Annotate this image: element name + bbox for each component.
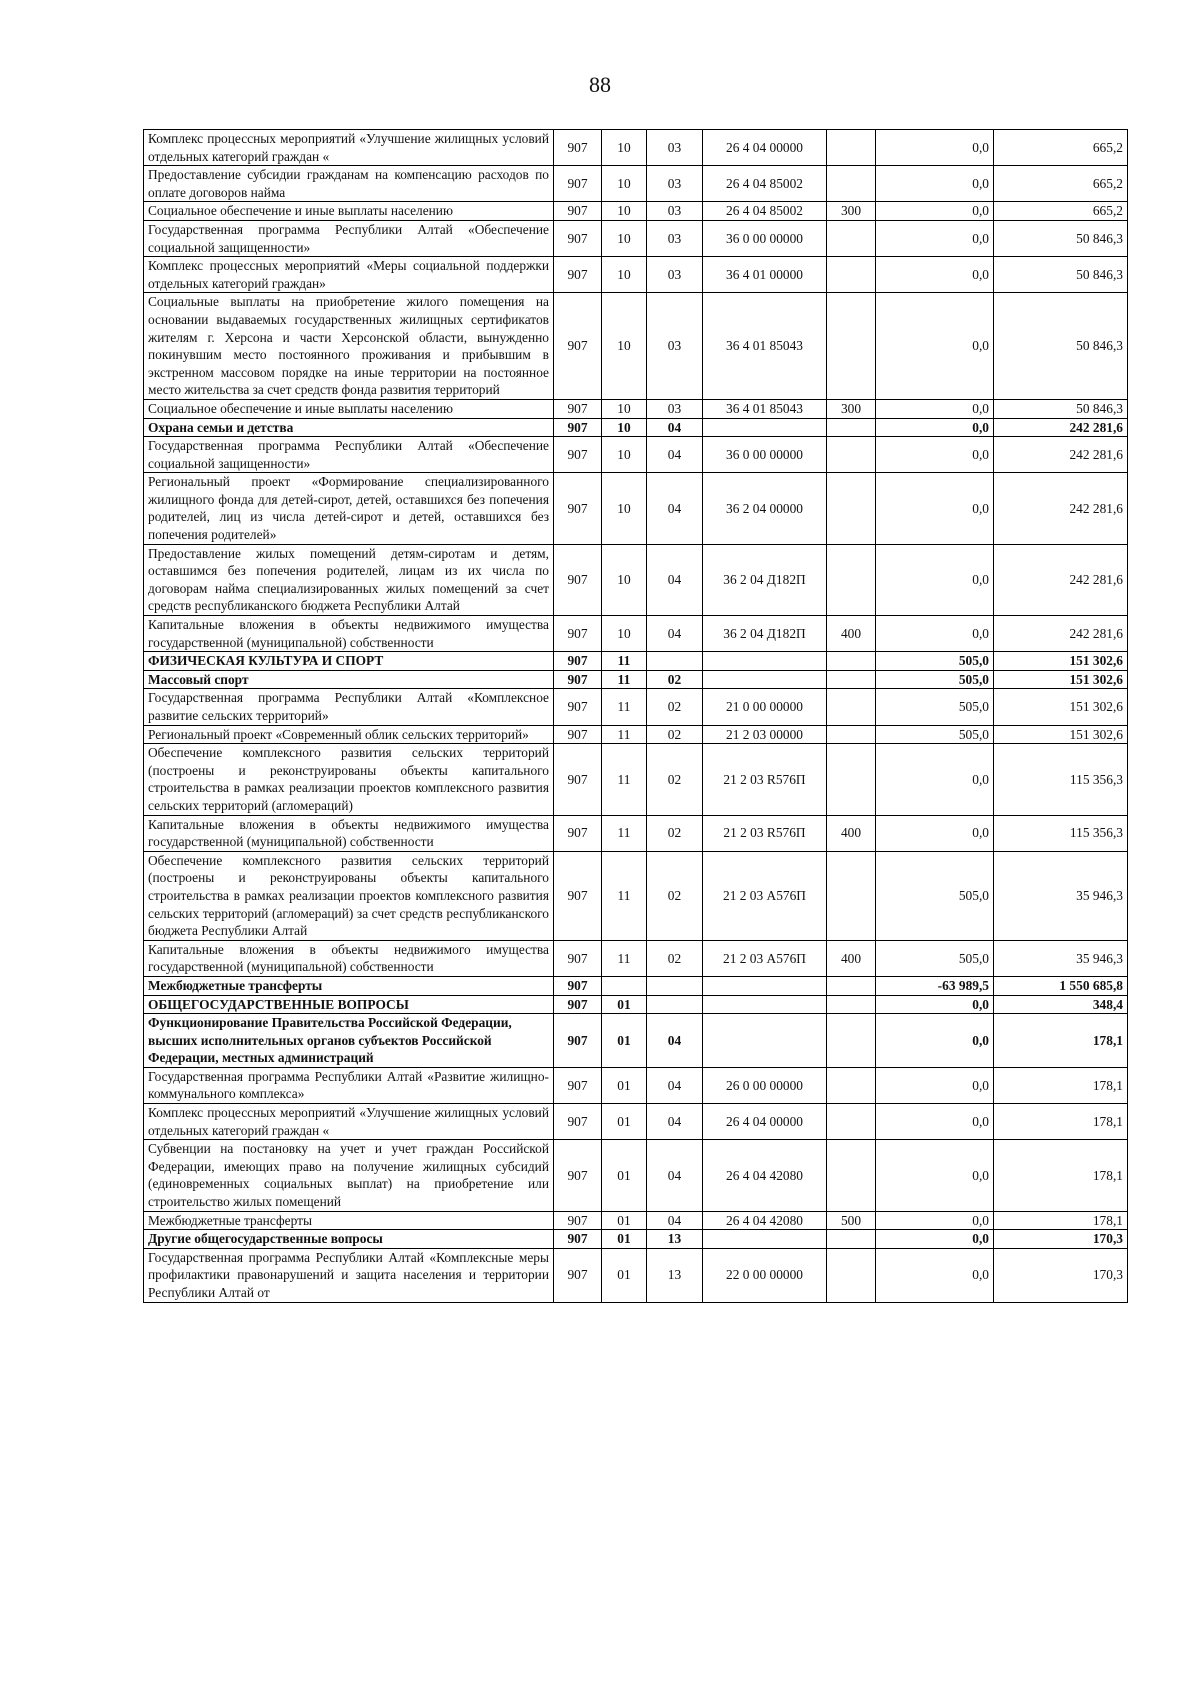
row-sum-total-cell: 665,2 xyxy=(994,130,1128,166)
row-sum-change-cell: 0,0 xyxy=(876,399,994,418)
row-name-cell: Предоставление жилых помещений детям-сиротам и детям, оставшимся без попечения родителей, лицам из их числа по договорам найма специализированных жилых помещений за счет средств республиканского бюджета Республики Алтай xyxy=(144,544,554,615)
row-sum-total-cell: 242 281,6 xyxy=(994,473,1128,544)
row-sum-total-cell: 665,2 xyxy=(994,202,1128,221)
row-expense-type-cell xyxy=(827,257,876,293)
row-name-cell: Социальное обеспечение и иные выплаты населению xyxy=(144,399,554,418)
row-subsection-cell: 03 xyxy=(647,166,703,202)
row-name-cell: Комплекс процессных мероприятий «Меры социальной поддержки отдельных категорий граждан» xyxy=(144,257,554,293)
row-sum-change-cell: 0,0 xyxy=(876,418,994,437)
row-target-article-cell: 26 4 04 85002 xyxy=(703,202,827,221)
row-name-cell: Предоставление субсидии гражданам на компенсацию расходов по оплате договоров найма xyxy=(144,166,554,202)
row-section-cell: 11 xyxy=(602,851,647,940)
row-subsection-cell xyxy=(647,652,703,671)
table-row xyxy=(144,851,1128,940)
row-sum-total-cell: 50 846,3 xyxy=(994,399,1128,418)
row-name-cell: Обеспечение комплексного развития сельских территорий (построены и реконструированы объекты капитального строительства в рамках реализации проектов комплексного развития сельских территорий (агломераций) за счет средств республиканского бюджета Республики Алтай xyxy=(144,851,554,940)
row-sum-change-cell: 505,0 xyxy=(876,652,994,671)
row-sum-change-cell: 0,0 xyxy=(876,473,994,544)
row-sum-change-cell: 0,0 xyxy=(876,1104,994,1140)
row-name-cell: ОБЩЕГОСУДАРСТВЕННЫЕ ВОПРОСЫ xyxy=(144,995,554,1014)
row-sum-total-cell: 242 281,6 xyxy=(994,437,1128,473)
row-sum-change-cell: 0,0 xyxy=(876,202,994,221)
row-sum-total-cell: 50 846,3 xyxy=(994,220,1128,256)
row-name-cell: Региональный проект «Современный облик сельских территорий» xyxy=(144,725,554,744)
row-section-cell: 11 xyxy=(602,815,647,851)
row-section-cell: 01 xyxy=(602,1104,647,1140)
row-name-cell: Межбюджетные трансферты xyxy=(144,976,554,995)
row-grbs-cell: 907 xyxy=(554,940,602,976)
row-subsection-cell: 03 xyxy=(647,130,703,166)
table-row xyxy=(144,257,1128,293)
row-subsection-cell: 02 xyxy=(647,851,703,940)
row-target-article-cell: 36 4 01 00000 xyxy=(703,257,827,293)
row-section-cell: 11 xyxy=(602,725,647,744)
row-sum-change-cell: 0,0 xyxy=(876,257,994,293)
row-subsection-cell: 04 xyxy=(647,544,703,615)
row-subsection-cell: 04 xyxy=(647,1211,703,1230)
row-expense-type-cell xyxy=(827,744,876,815)
row-section-cell: 01 xyxy=(602,1014,647,1068)
row-sum-change-cell: -63 989,5 xyxy=(876,976,994,995)
row-expense-type-cell xyxy=(827,652,876,671)
row-sum-change-cell: 505,0 xyxy=(876,670,994,689)
table-row xyxy=(144,1104,1128,1140)
row-name-cell: Межбюджетные трансферты xyxy=(144,1211,554,1230)
row-subsection-cell: 02 xyxy=(647,670,703,689)
row-section-cell: 01 xyxy=(602,1140,647,1211)
row-section-cell: 10 xyxy=(602,616,647,652)
row-target-article-cell: 26 0 00 00000 xyxy=(703,1067,827,1103)
row-grbs-cell: 907 xyxy=(554,130,602,166)
row-sum-total-cell: 50 846,3 xyxy=(994,257,1128,293)
row-sum-change-cell: 0,0 xyxy=(876,744,994,815)
row-grbs-cell: 907 xyxy=(554,220,602,256)
row-section-cell: 01 xyxy=(602,995,647,1014)
row-grbs-cell: 907 xyxy=(554,815,602,851)
row-sum-change-cell: 0,0 xyxy=(876,544,994,615)
row-expense-type-cell xyxy=(827,725,876,744)
row-grbs-cell: 907 xyxy=(554,725,602,744)
table-row xyxy=(144,399,1128,418)
row-grbs-cell: 907 xyxy=(554,1014,602,1068)
row-sum-change-cell: 505,0 xyxy=(876,940,994,976)
row-grbs-cell: 907 xyxy=(554,1211,602,1230)
row-section-cell: 11 xyxy=(602,940,647,976)
row-section-cell: 11 xyxy=(602,689,647,725)
row-name-cell: Функционирование Правительства Российской Федерации, высших исполнительных органов субъектов Российской Федерации, местных администраций xyxy=(144,1014,554,1068)
row-name-cell: Государственная программа Республики Алтай «Обеспечение социальной защищенности» xyxy=(144,220,554,256)
row-target-article-cell: 36 4 01 85043 xyxy=(703,399,827,418)
row-target-article-cell: 36 2 04 00000 xyxy=(703,473,827,544)
table-row xyxy=(144,1014,1128,1068)
row-subsection-cell: 02 xyxy=(647,689,703,725)
row-section-cell: 01 xyxy=(602,1230,647,1249)
row-subsection-cell: 13 xyxy=(647,1248,703,1302)
row-expense-type-cell xyxy=(827,473,876,544)
row-grbs-cell: 907 xyxy=(554,976,602,995)
table-row xyxy=(144,1067,1128,1103)
row-section-cell: 10 xyxy=(602,418,647,437)
row-sum-total-cell: 170,3 xyxy=(994,1230,1128,1249)
row-sum-total-cell: 242 281,6 xyxy=(994,544,1128,615)
row-subsection-cell: 04 xyxy=(647,616,703,652)
row-name-cell: Охрана семьи и детства xyxy=(144,418,554,437)
row-sum-change-cell: 0,0 xyxy=(876,1067,994,1103)
table-row xyxy=(144,166,1128,202)
row-grbs-cell: 907 xyxy=(554,293,602,400)
row-target-article-cell: 36 2 04 Д182П xyxy=(703,616,827,652)
row-sum-total-cell: 115 356,3 xyxy=(994,815,1128,851)
row-sum-change-cell: 0,0 xyxy=(876,995,994,1014)
row-subsection-cell: 02 xyxy=(647,744,703,815)
row-sum-change-cell: 0,0 xyxy=(876,130,994,166)
row-expense-type-cell xyxy=(827,544,876,615)
row-sum-change-cell: 505,0 xyxy=(876,851,994,940)
row-expense-type-cell xyxy=(827,1104,876,1140)
row-sum-change-cell: 505,0 xyxy=(876,725,994,744)
row-target-article-cell xyxy=(703,418,827,437)
row-grbs-cell: 907 xyxy=(554,437,602,473)
row-target-article-cell: 36 0 00 00000 xyxy=(703,220,827,256)
row-sum-change-cell: 0,0 xyxy=(876,1230,994,1249)
table-row xyxy=(144,1230,1128,1249)
row-target-article-cell: 36 4 01 85043 xyxy=(703,293,827,400)
row-target-article-cell: 22 0 00 00000 xyxy=(703,1248,827,1302)
row-target-article-cell: 36 2 04 Д182П xyxy=(703,544,827,615)
row-target-article-cell: 26 4 04 00000 xyxy=(703,130,827,166)
row-subsection-cell: 02 xyxy=(647,940,703,976)
row-sum-change-cell: 0,0 xyxy=(876,437,994,473)
row-target-article-cell: 26 4 04 42080 xyxy=(703,1140,827,1211)
row-name-cell: Комплекс процессных мероприятий «Улучшение жилищных условий отдельных категорий граждан « xyxy=(144,130,554,166)
row-section-cell: 10 xyxy=(602,202,647,221)
row-sum-total-cell: 348,4 xyxy=(994,995,1128,1014)
table-row xyxy=(144,815,1128,851)
row-sum-total-cell: 151 302,6 xyxy=(994,670,1128,689)
table-row xyxy=(144,473,1128,544)
row-sum-change-cell: 0,0 xyxy=(876,220,994,256)
row-expense-type-cell xyxy=(827,1248,876,1302)
row-sum-total-cell: 178,1 xyxy=(994,1140,1128,1211)
row-target-article-cell: 21 2 03 А576П xyxy=(703,851,827,940)
page-number: 88 xyxy=(589,72,611,97)
row-grbs-cell: 907 xyxy=(554,202,602,221)
row-section-cell: 11 xyxy=(602,652,647,671)
row-expense-type-cell: 300 xyxy=(827,202,876,221)
row-expense-type-cell xyxy=(827,418,876,437)
row-target-article-cell: 21 2 03 R576П xyxy=(703,815,827,851)
row-name-cell: Капитальные вложения в объекты недвижимого имущества государственной (муниципальной) собственности xyxy=(144,616,554,652)
row-subsection-cell: 04 xyxy=(647,1014,703,1068)
budget-table-body xyxy=(144,130,1128,1303)
row-target-article-cell xyxy=(703,1230,827,1249)
row-sum-total-cell: 178,1 xyxy=(994,1104,1128,1140)
row-subsection-cell: 03 xyxy=(647,293,703,400)
row-sum-change-cell: 0,0 xyxy=(876,1211,994,1230)
row-sum-total-cell: 151 302,6 xyxy=(994,725,1128,744)
row-section-cell: 01 xyxy=(602,1248,647,1302)
row-section-cell: 01 xyxy=(602,1211,647,1230)
row-section-cell: 10 xyxy=(602,544,647,615)
row-expense-type-cell xyxy=(827,976,876,995)
row-section-cell: 10 xyxy=(602,220,647,256)
row-target-article-cell: 21 2 03 R576П xyxy=(703,744,827,815)
row-expense-type-cell xyxy=(827,1140,876,1211)
row-subsection-cell xyxy=(647,995,703,1014)
row-subsection-cell: 03 xyxy=(647,202,703,221)
row-sum-total-cell: 178,1 xyxy=(994,1211,1128,1230)
row-expense-type-cell: 500 xyxy=(827,1211,876,1230)
row-section-cell: 10 xyxy=(602,130,647,166)
row-grbs-cell: 907 xyxy=(554,616,602,652)
table-row xyxy=(144,744,1128,815)
row-section-cell: 10 xyxy=(602,166,647,202)
row-section-cell: 10 xyxy=(602,293,647,400)
row-name-cell: Государственная программа Республики Алтай «Обеспечение социальной защищенности» xyxy=(144,437,554,473)
table-row xyxy=(144,1211,1128,1230)
row-grbs-cell: 907 xyxy=(554,995,602,1014)
row-section-cell: 10 xyxy=(602,399,647,418)
row-sum-total-cell: 151 302,6 xyxy=(994,689,1128,725)
row-grbs-cell: 907 xyxy=(554,166,602,202)
row-expense-type-cell xyxy=(827,437,876,473)
row-sum-change-cell: 0,0 xyxy=(876,1014,994,1068)
row-grbs-cell: 907 xyxy=(554,1248,602,1302)
row-grbs-cell: 907 xyxy=(554,544,602,615)
row-expense-type-cell xyxy=(827,1230,876,1249)
row-sum-total-cell: 151 302,6 xyxy=(994,652,1128,671)
row-target-article-cell xyxy=(703,995,827,1014)
row-section-cell: 10 xyxy=(602,257,647,293)
row-sum-total-cell: 115 356,3 xyxy=(994,744,1128,815)
row-name-cell: Государственная программа Республики Алтай «Комплексные меры профилактики правонарушений и защита населения и территории Республики Алтай от xyxy=(144,1248,554,1302)
table-row xyxy=(144,670,1128,689)
row-sum-total-cell: 242 281,6 xyxy=(994,418,1128,437)
row-expense-type-cell xyxy=(827,166,876,202)
row-sum-total-cell: 35 946,3 xyxy=(994,940,1128,976)
row-sum-total-cell: 242 281,6 xyxy=(994,616,1128,652)
row-expense-type-cell xyxy=(827,995,876,1014)
row-expense-type-cell xyxy=(827,220,876,256)
row-grbs-cell: 907 xyxy=(554,257,602,293)
row-sum-total-cell: 178,1 xyxy=(994,1067,1128,1103)
row-expense-type-cell xyxy=(827,1014,876,1068)
row-grbs-cell: 907 xyxy=(554,1140,602,1211)
row-sum-change-cell: 0,0 xyxy=(876,616,994,652)
table-row xyxy=(144,544,1128,615)
row-name-cell: Социальное обеспечение и иные выплаты населению xyxy=(144,202,554,221)
row-expense-type-cell xyxy=(827,130,876,166)
row-grbs-cell: 907 xyxy=(554,744,602,815)
row-expense-type-cell: 400 xyxy=(827,815,876,851)
row-subsection-cell: 13 xyxy=(647,1230,703,1249)
row-grbs-cell: 907 xyxy=(554,670,602,689)
row-subsection-cell: 03 xyxy=(647,399,703,418)
row-expense-type-cell xyxy=(827,1067,876,1103)
row-grbs-cell: 907 xyxy=(554,652,602,671)
table-row xyxy=(144,418,1128,437)
row-sum-total-cell: 665,2 xyxy=(994,166,1128,202)
row-name-cell: Капитальные вложения в объекты недвижимого имущества государственной (муниципальной) собственности xyxy=(144,815,554,851)
row-expense-type-cell xyxy=(827,293,876,400)
row-section-cell: 01 xyxy=(602,1067,647,1103)
row-target-article-cell xyxy=(703,976,827,995)
row-target-article-cell: 36 0 00 00000 xyxy=(703,437,827,473)
row-name-cell: ФИЗИЧЕСКАЯ КУЛЬТУРА И СПОРТ xyxy=(144,652,554,671)
row-subsection-cell: 02 xyxy=(647,725,703,744)
row-subsection-cell: 04 xyxy=(647,1104,703,1140)
row-target-article-cell: 26 4 04 85002 xyxy=(703,166,827,202)
row-target-article-cell: 21 2 03 00000 xyxy=(703,725,827,744)
row-name-cell: Субвенции на постановку на учет и учет граждан Российской Федерации, имеющих право на получение жилищных субсидий (единовременных социальных выплат) на приобретение или строительство жилых помещений xyxy=(144,1140,554,1211)
row-subsection-cell: 04 xyxy=(647,418,703,437)
row-subsection-cell: 04 xyxy=(647,437,703,473)
row-subsection-cell: 04 xyxy=(647,473,703,544)
table-row xyxy=(144,1248,1128,1302)
table-row xyxy=(144,130,1128,166)
table-row xyxy=(144,976,1128,995)
row-section-cell: 11 xyxy=(602,744,647,815)
row-subsection-cell xyxy=(647,976,703,995)
row-grbs-cell: 907 xyxy=(554,689,602,725)
row-target-article-cell: 21 0 00 00000 xyxy=(703,689,827,725)
row-expense-type-cell xyxy=(827,851,876,940)
row-name-cell: Массовый спорт xyxy=(144,670,554,689)
row-name-cell: Другие общегосударственные вопросы xyxy=(144,1230,554,1249)
row-section-cell: 10 xyxy=(602,473,647,544)
table-row xyxy=(144,293,1128,400)
row-sum-change-cell: 0,0 xyxy=(876,166,994,202)
table-row xyxy=(144,616,1128,652)
row-sum-total-cell: 178,1 xyxy=(994,1014,1128,1068)
row-expense-type-cell xyxy=(827,670,876,689)
row-sum-change-cell: 505,0 xyxy=(876,689,994,725)
row-name-cell: Капитальные вложения в объекты недвижимого имущества государственной (муниципальной) собственности xyxy=(144,940,554,976)
row-expense-type-cell: 300 xyxy=(827,399,876,418)
row-name-cell: Государственная программа Республики Алтай «Развитие жилищно-коммунального комплекса» xyxy=(144,1067,554,1103)
row-target-article-cell: 21 2 03 А576П xyxy=(703,940,827,976)
row-grbs-cell: 907 xyxy=(554,1067,602,1103)
row-grbs-cell: 907 xyxy=(554,399,602,418)
row-sum-total-cell: 170,3 xyxy=(994,1248,1128,1302)
row-subsection-cell: 02 xyxy=(647,815,703,851)
row-grbs-cell: 907 xyxy=(554,418,602,437)
row-sum-change-cell: 0,0 xyxy=(876,1248,994,1302)
row-target-article-cell: 26 4 04 42080 xyxy=(703,1211,827,1230)
row-section-cell: 10 xyxy=(602,437,647,473)
row-subsection-cell: 03 xyxy=(647,257,703,293)
table-row xyxy=(144,689,1128,725)
row-name-cell: Региональный проект «Формирование специализированного жилищного фонда для детей-сирот, детей, оставшихся без попечения родителей, лиц из числа детей-сирот и детей, оставшихся без попечения родителей» xyxy=(144,473,554,544)
row-grbs-cell: 907 xyxy=(554,1104,602,1140)
row-section-cell: 11 xyxy=(602,670,647,689)
row-name-cell: Государственная программа Республики Алтай «Комплексное развитие сельских территорий» xyxy=(144,689,554,725)
row-expense-type-cell xyxy=(827,689,876,725)
table-row xyxy=(144,725,1128,744)
row-name-cell: Обеспечение комплексного развития сельских территорий (построены и реконструированы объекты капитального строительства в рамках реализации проектов комплексного развития сельских территорий (агломераций) xyxy=(144,744,554,815)
row-name-cell: Комплекс процессных мероприятий «Улучшение жилищных условий отдельных категорий граждан « xyxy=(144,1104,554,1140)
row-grbs-cell: 907 xyxy=(554,1230,602,1249)
row-sum-total-cell: 35 946,3 xyxy=(994,851,1128,940)
row-expense-type-cell: 400 xyxy=(827,940,876,976)
row-name-cell: Социальные выплаты на приобретение жилого помещения на основании выдаваемых государственных жилищных сертификатов жителям г. Херсона и части Херсонской области, вынужденно покинувшим место постоянного проживания и прибывшим в экстренном массовом порядке на иные территории на постоянное место жительства за счет средств фонда развития территорий xyxy=(144,293,554,400)
row-subsection-cell: 03 xyxy=(647,220,703,256)
table-row xyxy=(144,202,1128,221)
table-row xyxy=(144,437,1128,473)
row-sum-total-cell: 50 846,3 xyxy=(994,293,1128,400)
row-grbs-cell: 907 xyxy=(554,473,602,544)
table-row xyxy=(144,1140,1128,1211)
table-row xyxy=(144,940,1128,976)
table-row xyxy=(144,995,1128,1014)
row-target-article-cell xyxy=(703,670,827,689)
row-subsection-cell: 04 xyxy=(647,1140,703,1211)
budget-table xyxy=(143,129,1128,1303)
row-subsection-cell: 04 xyxy=(647,1067,703,1103)
row-target-article-cell xyxy=(703,652,827,671)
row-target-article-cell: 26 4 04 00000 xyxy=(703,1104,827,1140)
table-row xyxy=(144,652,1128,671)
row-sum-change-cell: 0,0 xyxy=(876,1140,994,1211)
row-target-article-cell xyxy=(703,1014,827,1068)
row-sum-total-cell: 1 550 685,8 xyxy=(994,976,1128,995)
row-expense-type-cell: 400 xyxy=(827,616,876,652)
row-sum-change-cell: 0,0 xyxy=(876,293,994,400)
table-row xyxy=(144,220,1128,256)
row-grbs-cell: 907 xyxy=(554,851,602,940)
row-sum-change-cell: 0,0 xyxy=(876,815,994,851)
row-section-cell xyxy=(602,976,647,995)
